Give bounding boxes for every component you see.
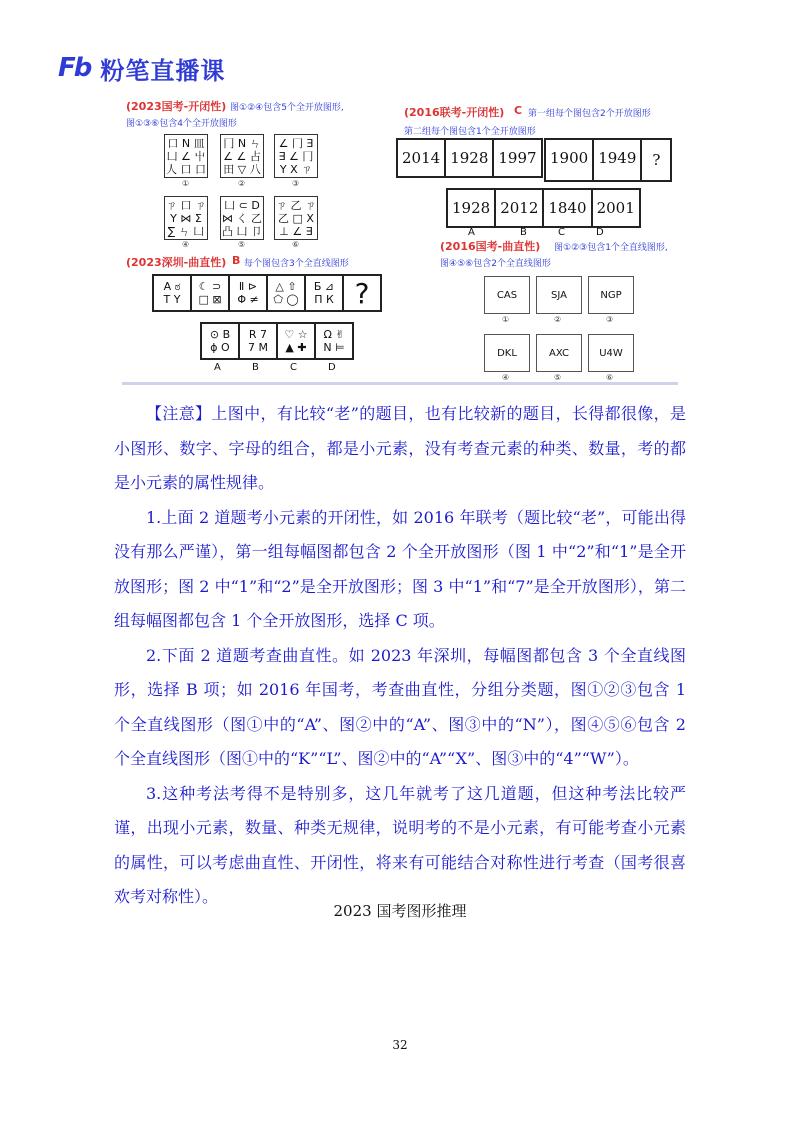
q4-box-4: DKL xyxy=(484,334,530,372)
q1-caption-line1: 图①②④包含5个全开放图形, xyxy=(230,103,344,113)
q4-box-6: U4W xyxy=(588,334,634,372)
q2-question-mark: ? xyxy=(652,151,661,169)
header-logo xyxy=(58,52,225,84)
figure-divider xyxy=(122,382,678,385)
q4-box-5: AXC xyxy=(536,334,582,372)
q2-group2-item: 1900 xyxy=(546,140,594,180)
q2-caption-line1: 第一组每个图包含2个开放图形 xyxy=(528,109,651,119)
q4-box-2: SJA xyxy=(536,276,582,314)
q1-cell-3: ∠ 冂 Ǝ ∃ ∠ 冂 Y X ㄗ xyxy=(274,134,318,178)
q1-caption-line2: 图①③⑥包含4个全开放图形 xyxy=(126,119,237,129)
q3-option: R 7 7 M xyxy=(240,324,278,358)
q2-letter-c: C xyxy=(558,227,565,238)
paragraph-3: 3.这种考法考得不是特别多，这几年就考了这几道题，但这种考法比较严谨，出现小元素，数量、种类无规律，说明考的不是小元素，有可能考查小元素的属性，可以考虑曲直性、开闭性，将来有可能结合对称性进行考查（国考很喜欢考对称性）。 xyxy=(114,783,686,906)
q2-caption-answer: C xyxy=(514,104,523,117)
q4-caption-line2: 图④⑤⑥包含2个全直线图形 xyxy=(440,259,551,269)
q4-num-6: ⑥ xyxy=(606,373,614,382)
q3-options xyxy=(200,322,354,360)
q1-cell-6: ㄗ 乙 ㄗ 乙 □ X ⊥ ∠ ∃ xyxy=(274,196,318,240)
q3-sequence-item: ☾ ⊃ □ ⊠ xyxy=(192,276,230,310)
q3-caption-line1: 每个图包含3个全直线图形 xyxy=(244,259,349,269)
q3-option: ♡ ☆ ▲ ✚ xyxy=(278,324,316,358)
q3-question-mark: ? xyxy=(354,276,370,310)
q3-sequence-item: Ⅱ ⊳ Φ ≠ xyxy=(230,276,268,310)
q4-num-1: ① xyxy=(502,315,510,324)
q3-letter-d: D xyxy=(328,362,336,373)
q3-sequence xyxy=(152,274,382,312)
q2-letter-d: D xyxy=(596,227,604,238)
q2-option: 1840 xyxy=(544,190,592,226)
explanation-text xyxy=(114,397,686,915)
q2-options xyxy=(446,188,641,228)
q2-option: 2012 xyxy=(496,190,544,226)
q2-caption-line2: 第二组每个图包含1个全开放图形 xyxy=(404,127,536,137)
q1-cell-2: 冂 N ㄣ ∠ ∠ 占 田 ▽ 八 xyxy=(220,134,264,178)
q3-sequence-item: Б ⊿ П К xyxy=(306,276,344,310)
q4-num-5: ⑤ xyxy=(554,373,562,382)
q2-group1 xyxy=(396,138,543,178)
q1-cell-1: 口 N 皿 凵 ∠ 屮 人 口 口 xyxy=(164,134,208,178)
q1-num-3: ③ xyxy=(292,179,300,188)
q1-num-5: ⑤ xyxy=(238,240,246,249)
q2-option: 2001 xyxy=(596,199,635,217)
q1-num-1: ① xyxy=(182,179,190,188)
q2-group2-item: 1949 xyxy=(594,140,642,180)
q1-num-2: ② xyxy=(238,179,246,188)
q3-letter-a: A xyxy=(214,362,221,373)
q1-cell-5: 凵 ⊂ D ⋈ く 乙 凸 凵 卩 xyxy=(220,196,264,240)
q4-caption-title: (2016国考-曲直性) xyxy=(440,240,541,253)
q3-letter-c: C xyxy=(290,362,297,373)
q3-sequence-item: △ ⇧ ⬠ ◯ xyxy=(268,276,306,310)
q2-caption-title: (2016联考-开闭性) xyxy=(404,106,505,119)
paragraph-2: 2.下面 2 道题考查曲直性。如 2023 年深圳，每幅图都包含 3 个全直线图形，选择 B 项；如 2016 年国考，考查曲直性，分组分类题，图①②③包含 1 个全直线图形（图①中的“A”、图②中的“A”、图③中的“N”），图④⑤⑥包含 2 个全直线图形（图①中的“K”“L”、图②中的“A”“X”、图③中的“4”“W”）。 xyxy=(114,645,686,768)
q1-caption-title: (2023国考-开闭性) xyxy=(126,100,227,113)
paragraph-1: 1.上面 2 道题考小元素的开闭性，如 2016 年联考（题比较“老”，可能出得没有那么严谨），第一组每幅图都包含 2 个全开放图形（图 1 中“2”和“1”是全开放图形；图 2 中“1”和“2”是全开放图形；图 3 中“1”和“7”是全开放图形），第二组每幅图都包含 1 个全开放图形，选择 C 项。 xyxy=(114,507,686,630)
q2-option: 1928 xyxy=(448,190,496,226)
q2-group1-item: 1928 xyxy=(446,140,494,176)
q1-num-4: ④ xyxy=(182,240,190,249)
section-title: 2023 国考图形推理 xyxy=(333,902,467,920)
q2-group1-item: 1997 xyxy=(498,149,537,167)
q3-option: ⊙ B ϕ O xyxy=(202,324,240,358)
q3-caption-answer: B xyxy=(232,254,241,267)
q3-sequence-item: A ಠ T Y xyxy=(154,276,192,310)
q4-box-3: NGP xyxy=(588,276,634,314)
q4-num-3: ③ xyxy=(606,315,614,324)
fenbi-logo-icon: Fb xyxy=(58,53,91,83)
q1-num-6: ⑥ xyxy=(292,240,300,249)
q1-cell-4: ㄗ 口 ㄗ Y ⋈ Σ ∑ ㄣ 凵 xyxy=(164,196,208,240)
q2-group2 xyxy=(544,138,672,182)
q3-letter-b: B xyxy=(252,362,259,373)
q2-letter-a: A xyxy=(468,227,475,238)
q4-num-4: ④ xyxy=(502,373,510,382)
puzzle-figure xyxy=(122,96,678,388)
paragraph-note: 【注意】上图中，有比较“老”的题目，也有比较新的题目，长得都很像，是小图形、数字、字母的组合，都是小元素，没有考查元素的种类、数量，考的都是小元素的属性规律。 xyxy=(114,404,686,492)
page-number: 32 xyxy=(392,1038,408,1052)
q4-caption-line1: 图①②③包含1个全直线图形, xyxy=(554,243,668,253)
brand-name: 粉笔直播课 xyxy=(100,56,226,85)
q2-letter-b: B xyxy=(520,227,527,238)
q3-caption-title: (2023深圳-曲直性) xyxy=(126,256,227,269)
q2-group1-item: 2014 xyxy=(398,140,446,176)
q3-option: Ω ✌ N ⊨ xyxy=(323,328,345,354)
q4-box-1: CAS xyxy=(484,276,530,314)
q4-num-2: ② xyxy=(554,315,562,324)
